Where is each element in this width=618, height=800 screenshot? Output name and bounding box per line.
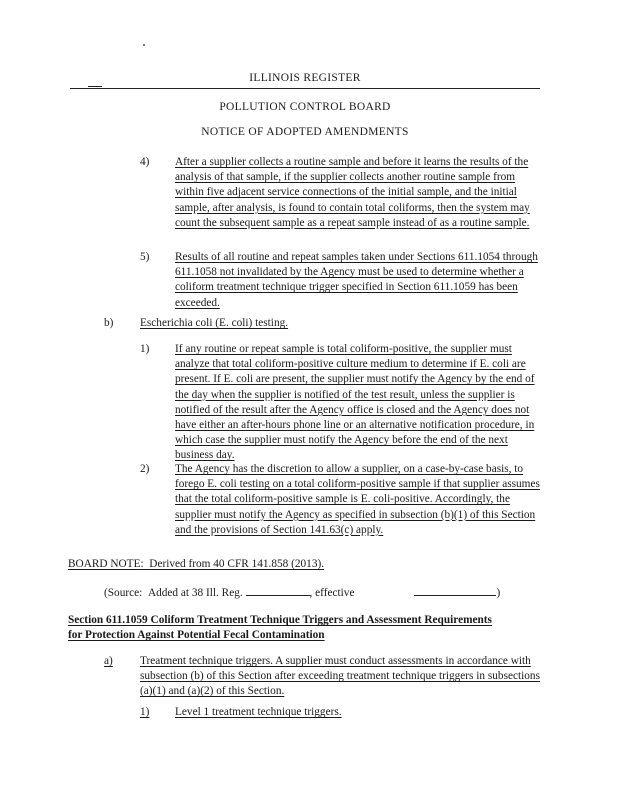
board-note	[68, 557, 538, 572]
board-note-text: Derived from 40 CFR 141.858 (2013).	[149, 558, 325, 570]
paragraph-a4: After a supplier collects a routine sample and before it learns the results of the analysis of that sample, if the supplier collects another routine sample from within five adjacent service connections of the initial sample, and the initial sample, after analysis, is found to contain total coliforms, then the system may count the subsequent sample as a repeat sample instead of as a routine sample.	[175, 156, 530, 229]
effective-date-blank	[414, 585, 496, 596]
register-page-blank	[246, 585, 310, 596]
scan-speck	[143, 44, 145, 46]
header-rule-tick	[88, 86, 102, 87]
item-number: 4)	[140, 156, 150, 168]
register-title: ILLINOIS REGISTER	[249, 72, 361, 84]
paragraph-b2: The Agency has the discretion to allow a supplier, on a case-by-case basis, to forego E. coli testing on a total coliform-positive sample if that supplier assumes that the total coliform-positive sample is E. coli-positive. Accordingly, the supplier must notify the Agency as specified in subsection (b)(1) of this Section and the provisions of Section 141.63(c) apply.	[175, 463, 540, 536]
source-prefix: (Source:	[104, 587, 143, 599]
notice-title: NOTICE OF ADOPTED AMENDMENTS	[201, 126, 409, 138]
header-rule	[70, 88, 540, 89]
paragraph-section-a1: Level 1 treatment technique triggers.	[175, 706, 342, 718]
item-number: 5)	[140, 251, 150, 263]
item-number: 1)	[140, 706, 150, 718]
source-effective: , effective	[309, 587, 355, 599]
subsection-number: a)	[104, 655, 113, 667]
board-title: POLLUTION CONTROL BOARD	[219, 101, 391, 113]
board-note-label: BOARD NOTE:	[68, 558, 144, 570]
paragraph-a5: Results of all routine and repeat samples taken under Sections 611.1054 through 611.1058 not invalidated by the Agency must be used to determine whether a coliform treatment technique trigger specified in Section 611.1059 has been exceeded.	[175, 251, 538, 309]
section-heading-line2: for Protection Against Potential Fecal Contamination	[68, 629, 325, 641]
paragraph-b1: If any routine or repeat sample is total coliform-positive, the supplier must analyze that total coliform-positive culture medium to determine if E. coli are present. If E. coli are present, the supplier must notify the Agency by the end of the day when the supplier is notified of the test result, unless the supplier is notified of the result after the Agency office is closed and the Agency does not have either an after-hours phone line or an alternative notification procedure, in which case the supplier must notify the Agency before the end of the next business day.	[175, 343, 535, 462]
item-number: 2)	[140, 463, 150, 475]
source-close: )	[496, 587, 501, 599]
source-line	[104, 585, 540, 601]
subsection-b-heading: Escherichia coli (E. coli) testing.	[140, 317, 289, 329]
subsection-number: b)	[104, 317, 114, 329]
item-number: 1)	[140, 343, 150, 355]
section-heading-line1: Section 611.1059 Coliform Treatment Technique Triggers and Assessment Requirements	[68, 614, 492, 626]
source-added: Added at 38 Ill. Reg.	[147, 587, 243, 599]
paragraph-section-a: Treatment technique triggers. A supplier must conduct assessments in accordance with subsection (b) of this Section after exceeding treatment technique triggers in subsections (a)(1) and (a)(2) of this Section.	[140, 655, 540, 698]
